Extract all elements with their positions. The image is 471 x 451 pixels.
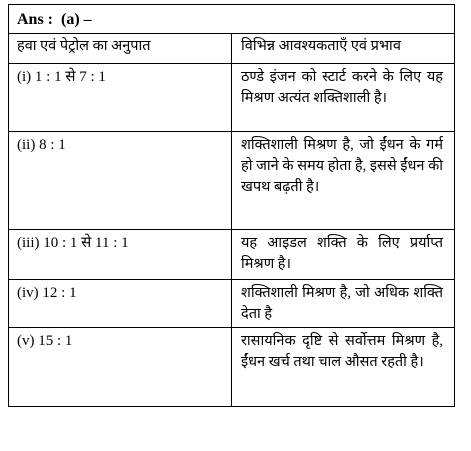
- row-effect: ठण्डे इंजन को स्टार्ट करने के लिए यह मिश्रण अत्यंत शक्तिशाली है।: [241, 69, 443, 106]
- row-ratio: (iii) 10 : 1 से 11 : 1: [17, 235, 129, 251]
- row-effect: रासायनिक दृष्टि से सर्वोत्तम मिश्रण है, ईंधन खर्च तथा चाल औसत रहती है।: [241, 333, 443, 370]
- answer-table: [8, 4, 455, 407]
- row-effect: यह आइडल शक्ति के लिए प्रर्याप्त मिश्रण है।: [241, 235, 443, 272]
- row-ratio: (i) 1 : 1 से 7 : 1: [17, 69, 106, 85]
- row-effect: शक्तिशाली मिश्रण है, जो अधिक शक्ति देता है: [241, 285, 443, 322]
- row-effect: शक्तिशाली मिश्रण है, जो ईंधन के गर्म हो जाने के समय होता है, इससे ईंधन की खपथ बढ़ती है।: [241, 137, 443, 195]
- header-effect: विभिन्न आवश्यकताएँ एवं प्रभाव: [241, 38, 401, 54]
- row-ratio: (v) 15 : 1: [17, 333, 73, 349]
- row-ratio: (ii) 8 : 1: [17, 137, 66, 153]
- header-ratio: हवा एवं पेट्रोल का अनुपात: [17, 38, 151, 54]
- row-ratio: (iv) 12 : 1: [17, 285, 77, 301]
- column-divider: [231, 34, 232, 406]
- answer-label: Ans : (a) –: [9, 5, 454, 34]
